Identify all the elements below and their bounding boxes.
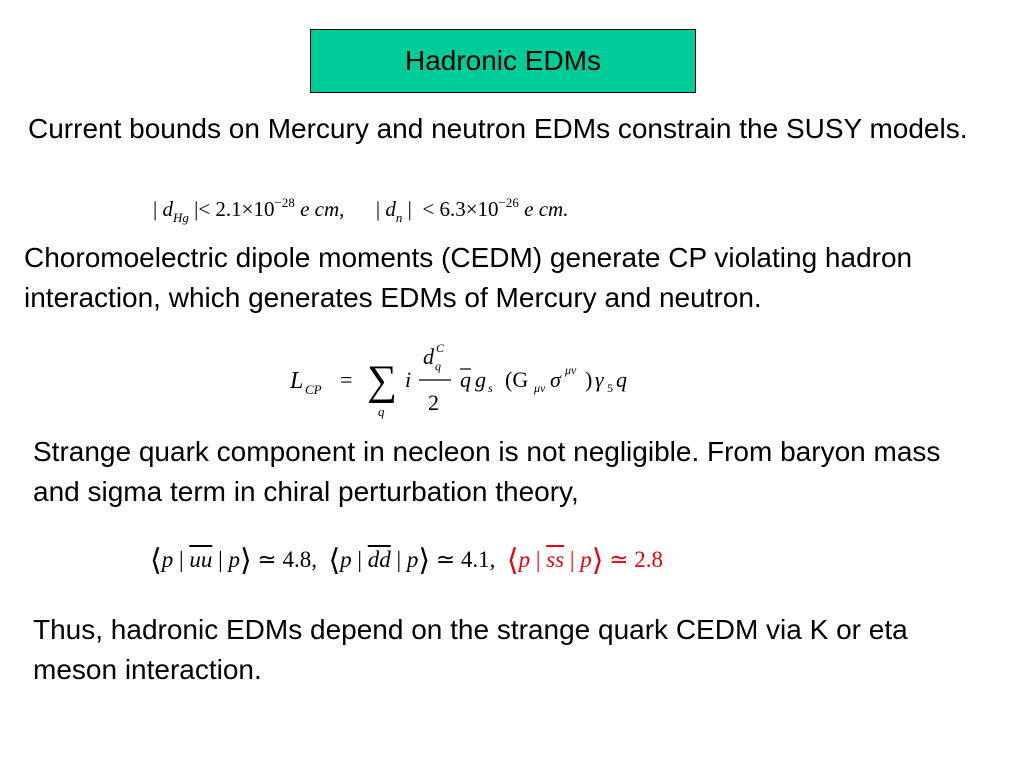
svg-text:q: q [616,367,627,392]
svg-text:5: 5 [607,381,613,395]
svg-text:μν: μν [565,363,577,377]
paragraph-bounds: Current bounds on Mercury and neutron EDMs constrain the SUSY models. [28,113,968,144]
hg-exponent: −28 [274,195,295,210]
n-exponent: −26 [498,195,519,210]
equation-edm-bounds: | $d_{Hg}$ |< $2.1\times 10^{-28}$ e cm, | $d_n$ | < $6.3\times 10^{-26}$ e cm. [153,195,569,225]
svg-text:CP: CP [305,382,322,397]
svg-text:(G: (G [505,367,529,392]
paragraph-cedm: Choromoelectric dipole moments (CEDM) generate CP violating hadron interaction, which generates EDMs of Mercury and neutron. [24,242,913,313]
svg-text:2: 2 [428,390,439,415]
svg-text:): ) [585,367,593,392]
svg-text:q: q [460,367,471,392]
svg-text:μν: μν [534,381,546,395]
ss-term: ⟨p | $\overline{ss}$ | p⟩ ≃ 2.8 [506,544,663,577]
svg-text:=: = [340,367,353,392]
unit-1: e cm, [300,197,345,221]
svg-text:C: C [436,341,445,355]
unit-2: e cm. [524,197,569,221]
paragraph-strange-quark: Strange quark component in necleon is not negligible. From baryon mass and sigma term in chiral perturbation theory, [33,436,941,507]
dd-value: 4.1, [460,547,496,572]
uu-value: 4.8, [282,547,317,572]
svg-text:q: q [435,359,441,373]
ss-value: 2.8 [634,547,663,572]
equation-lagrangian [285,332,685,424]
title-box [310,29,696,93]
svg-text:g: g [475,367,486,392]
slide-title: Hadronic EDMs [404,45,602,76]
svg-text:γ: γ [595,367,604,392]
svg-text:q: q [378,404,385,419]
svg-text:σ: σ [550,367,561,392]
svg-text:L: L [290,368,304,394]
paragraph-conclusion: Thus, hadronic EDMs depend on the strange quark CEDM via K or eta meson interaction. [33,614,908,685]
hg-bound: 2.1×10 [215,197,275,221]
n-bound: 6.3×10 [439,197,499,221]
svg-text:∑: ∑ [367,358,397,404]
svg-text:d: d [423,344,434,369]
equation-matrix-elements: ⟨p | $\overline{uu}$ | p⟩ ≃ 4.8, ⟨p | $\overline{dd}$ | p⟩ ≃ 4.1, ⟨p | $\overline{ss}$ | p⟩ ≃ 2.8 [150,544,663,577]
svg-text:i: i [405,367,412,392]
svg-text:s: s [488,381,493,395]
